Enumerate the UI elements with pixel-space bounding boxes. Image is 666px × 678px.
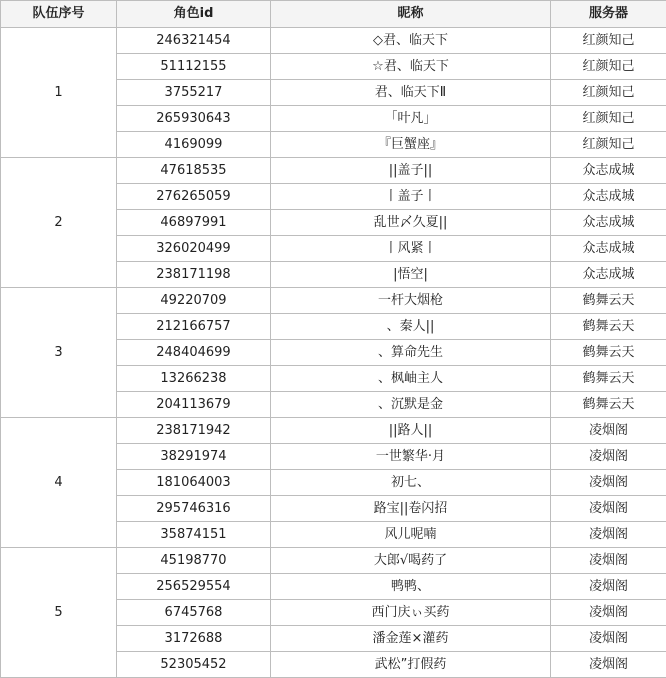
role-id-cell: 238171198	[117, 262, 271, 288]
server-cell: 红颜知己	[551, 80, 666, 106]
server-cell: 众志成城	[551, 210, 666, 236]
nickname-cell: ||盖子||	[271, 158, 551, 184]
server-cell: 凌烟阁	[551, 522, 666, 548]
server-cell: 红颜知己	[551, 132, 666, 158]
nickname-cell: 潘金莲×灌药	[271, 626, 551, 652]
team-number-cell: 5	[1, 548, 117, 678]
server-cell: 凌烟阁	[551, 652, 666, 678]
nickname-cell: 鸭鸭、	[271, 574, 551, 600]
server-cell: 众志成城	[551, 184, 666, 210]
nickname-cell: 、枫岫主人	[271, 366, 551, 392]
server-cell: 凌烟阁	[551, 548, 666, 574]
nickname-cell: 丨盖子丨	[271, 184, 551, 210]
table-body	[1, 28, 666, 678]
server-cell: 鹤舞云天	[551, 392, 666, 418]
table-row	[1, 548, 666, 574]
role-id-cell: 52305452	[117, 652, 271, 678]
nickname-cell: 、秦人||	[271, 314, 551, 340]
role-id-cell: 35874151	[117, 522, 271, 548]
table-row	[1, 28, 666, 54]
header-role-id: 角色id	[117, 1, 271, 28]
nickname-cell: 风儿呢喃	[271, 522, 551, 548]
team-number-cell: 4	[1, 418, 117, 548]
nickname-cell: 西门庆ぃ买药	[271, 600, 551, 626]
table-header	[1, 1, 666, 28]
nickname-cell: 初七、	[271, 470, 551, 496]
server-cell: 红颜知己	[551, 106, 666, 132]
table-row	[1, 158, 666, 184]
server-cell: 众志成城	[551, 236, 666, 262]
role-id-cell: 181064003	[117, 470, 271, 496]
role-id-cell: 265930643	[117, 106, 271, 132]
server-cell: 红颜知己	[551, 54, 666, 80]
table-row	[1, 418, 666, 444]
server-cell: 红颜知己	[551, 28, 666, 54]
role-id-cell: 212166757	[117, 314, 271, 340]
nickname-cell: 乱世〆久夏||	[271, 210, 551, 236]
role-id-cell: 47618535	[117, 158, 271, 184]
role-id-cell: 38291974	[117, 444, 271, 470]
nickname-cell: 、算命先生	[271, 340, 551, 366]
nickname-cell: 路宝||卷闪招	[271, 496, 551, 522]
nickname-cell: 大郎√喝药了	[271, 548, 551, 574]
server-cell: 凌烟阁	[551, 600, 666, 626]
server-cell: 凌烟阁	[551, 496, 666, 522]
header-row	[1, 1, 666, 28]
nickname-cell: 丨风紧丨	[271, 236, 551, 262]
table-row	[1, 288, 666, 314]
server-cell: 凌烟阁	[551, 470, 666, 496]
server-cell: 众志成城	[551, 158, 666, 184]
role-id-cell: 49220709	[117, 288, 271, 314]
server-cell: 凌烟阁	[551, 626, 666, 652]
nickname-cell: 「叶凡」	[271, 106, 551, 132]
nickname-cell: ||路人||	[271, 418, 551, 444]
role-id-cell: 238171942	[117, 418, 271, 444]
nickname-cell: 君、临天下Ⅱ	[271, 80, 551, 106]
header-nickname: 昵称	[271, 1, 551, 28]
role-id-cell: 3172688	[117, 626, 271, 652]
server-cell: 鹤舞云天	[551, 288, 666, 314]
role-id-cell: 4169099	[117, 132, 271, 158]
nickname-cell: |悟空|	[271, 262, 551, 288]
nickname-cell: 、沉默是金	[271, 392, 551, 418]
team-number-cell: 1	[1, 28, 117, 158]
role-id-cell: 246321454	[117, 28, 271, 54]
role-id-cell: 276265059	[117, 184, 271, 210]
server-cell: 鹤舞云天	[551, 314, 666, 340]
nickname-cell: ☆君、临天下	[271, 54, 551, 80]
server-cell: 凌烟阁	[551, 574, 666, 600]
role-id-cell: 13266238	[117, 366, 271, 392]
header-server: 服务器	[551, 1, 666, 28]
role-id-cell: 256529554	[117, 574, 271, 600]
server-cell: 凌烟阁	[551, 418, 666, 444]
header-team-number: 队伍序号	[1, 1, 117, 28]
nickname-cell: 一世繁华·月	[271, 444, 551, 470]
nickname-cell: 武松”打假药	[271, 652, 551, 678]
server-cell: 凌烟阁	[551, 444, 666, 470]
role-id-cell: 204113679	[117, 392, 271, 418]
role-id-cell: 45198770	[117, 548, 271, 574]
server-cell: 鹤舞云天	[551, 366, 666, 392]
role-id-cell: 46897991	[117, 210, 271, 236]
role-id-cell: 51112155	[117, 54, 271, 80]
nickname-cell: ◇君、临天下	[271, 28, 551, 54]
nickname-cell: 『巨蟹座』	[271, 132, 551, 158]
server-cell: 众志成城	[551, 262, 666, 288]
role-id-cell: 3755217	[117, 80, 271, 106]
role-id-cell: 6745768	[117, 600, 271, 626]
team-number-cell: 2	[1, 158, 117, 288]
role-id-cell: 248404699	[117, 340, 271, 366]
team-number-cell: 3	[1, 288, 117, 418]
role-id-cell: 326020499	[117, 236, 271, 262]
role-id-cell: 295746316	[117, 496, 271, 522]
server-cell: 鹤舞云天	[551, 340, 666, 366]
nickname-cell: 一杆大烟枪	[271, 288, 551, 314]
